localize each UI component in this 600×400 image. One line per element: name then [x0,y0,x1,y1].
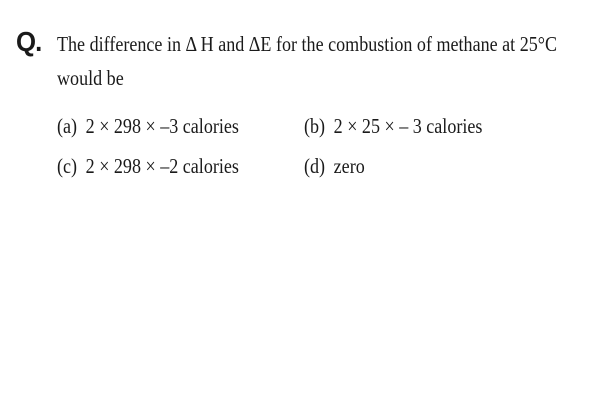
option-b-text: 2 × 25 × – 3 calories [333,114,483,138]
option-a [57,109,239,143]
option-c-text: 2 × 298 × –2 calories [85,154,239,178]
answer-options [57,109,597,189]
option-a-key: (a) [57,114,78,138]
question-text [57,27,558,95]
option-c [57,149,239,183]
option-b-key: (b) [304,114,326,138]
option-d-text: zero [333,154,365,178]
option-d [304,149,365,183]
option-d-key: (d) [304,154,326,178]
question-line-2: would be [57,66,124,90]
option-b [304,109,482,143]
question-marker: Q. [16,26,42,57]
option-c-key: (c) [57,154,78,178]
option-a-text: 2 × 298 × –3 calories [85,114,239,138]
question-line-1: The difference in Δ H and ΔE for the combustion of methane at 25°C [57,32,558,56]
